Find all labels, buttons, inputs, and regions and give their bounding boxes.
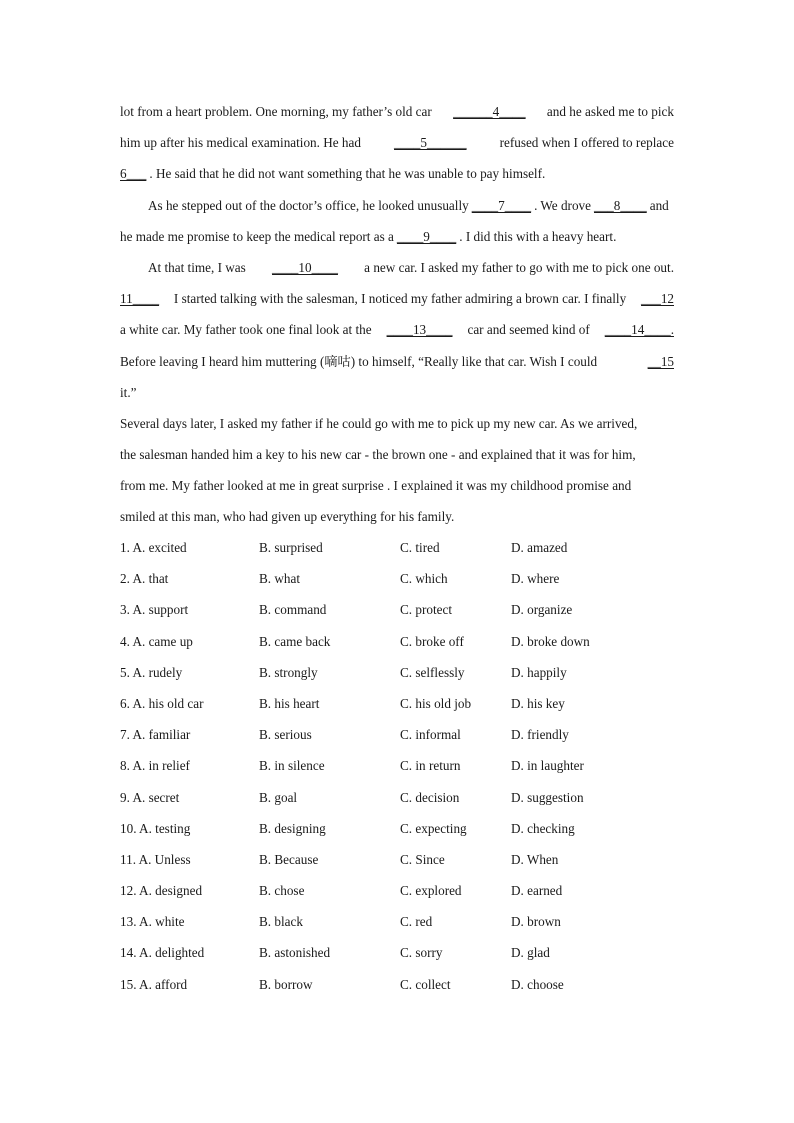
option-d: D. friendly [511,727,569,743]
option-b: B. borrow [259,976,313,992]
passage-text: lot from a heart problem. One morning, my father’s old car [120,104,432,119]
answer-blank: ____9____ [396,228,457,244]
option-a: 13. A. white [120,914,185,930]
option-a: 1. A. excited [120,540,187,555]
passage-text: and [649,197,669,213]
answer-blank: ___8____ [593,197,647,213]
question-row [120,568,680,599]
option-d: D. broke down [511,633,590,649]
option-c: C. selflessly [400,664,465,680]
option-c: C. sorry [400,945,443,961]
passage-text: Before leaving I heard him muttering (嘀咕) to himself, “Really like that car. Wish I could [120,353,598,369]
option-d: D. earned [511,883,563,899]
answer-blank: ____14____. [604,322,674,338]
option-c: C. his old job [400,695,472,711]
passage-text: . I did this with a heavy heart. [459,228,617,244]
option-c: C. collect [400,976,451,992]
answer-blank: ____13____ [386,322,453,338]
passage-line [120,163,674,194]
question-row [120,787,680,818]
cloze-passage [120,101,674,538]
option-d: D. amazed [511,540,568,555]
passage-line [120,132,674,163]
option-a: 11. A. Unless [120,851,191,867]
option-b: B. surprised [259,540,323,555]
option-a: 6. A. his old car [120,695,204,711]
question-row [120,942,680,973]
answer-blank: __15 [647,353,674,369]
option-d: D. suggestion [511,789,584,805]
passage-text: from me. My father looked at me in great surprise . I explained it was my childhood promise and [120,478,632,494]
question-row [120,693,680,724]
option-b: B. his heart [259,695,320,711]
option-d: D. choose [511,976,564,992]
passage-line [120,413,674,444]
question-row [120,974,680,1005]
passage-text: the salesman handed him a key to his new car - the brown one - and explained that it was for him, [120,447,636,463]
passage-line [120,101,674,132]
passage-text: refused when I offered to replace [499,135,674,151]
passage-text: a new car. I asked my father to go with me to pick one out. [364,259,674,275]
passage-text: I started talking with the salesman, I noticed my father admiring a brown car. I finally [173,291,627,307]
passage-text: and he asked me to pick [546,104,674,119]
option-c: C. informal [400,727,461,743]
option-b: B. astonished [259,945,331,961]
passage-text: a white car. My father took one final look at the [120,322,372,338]
option-d: D. where [511,571,560,587]
passage-text: car and seemed kind of [467,322,590,338]
option-b: B. goal [259,789,298,805]
passage-line [120,351,674,382]
passage-text: Several days later, I asked my father if he could go with me to pick up my new car. As we arrived, [120,415,638,431]
answer-blank: 11____ [120,291,160,307]
option-a: 14. A. delighted [120,945,205,961]
option-a: 3. A. support [120,602,189,618]
option-d: D. his key [511,695,565,711]
option-a: 5. A. rudely [120,664,183,680]
passage-text: At that time, I was [148,259,246,275]
option-a: 2. A. that [120,571,169,587]
passage-text: smiled at this man, who had given up everything for his family. [120,509,455,525]
option-b: B. designing [259,820,326,836]
option-c: C. decision [400,789,460,805]
question-row [120,911,680,942]
option-b: B. Because [259,851,319,867]
answer-blank: ____5______ [394,135,467,151]
option-d: D. in laughter [511,758,584,774]
option-c: C. tired [400,540,440,555]
option-b: B. chose [259,883,305,899]
option-a: 15. A. afford [120,976,188,992]
question-row [120,849,680,880]
option-a: 7. A. familiar [120,727,191,743]
option-a: 12. A. designed [120,883,203,899]
option-c: C. which [400,571,448,587]
option-d: D. organize [511,602,573,618]
answer-blank: ____10____ [272,259,338,275]
option-a: 10. A. testing [120,820,191,836]
passage-line [120,257,674,288]
passage-line [120,319,674,350]
option-d: D. happily [511,664,567,680]
question-row [120,662,680,693]
question-row [120,537,680,568]
option-a: 9. A. secret [120,789,180,805]
passage-line [120,444,674,475]
option-d: D. brown [511,914,561,930]
option-b: B. serious [259,727,312,743]
passage-line [120,226,674,257]
option-c: C. red [400,914,433,930]
answer-blank: ___12 [641,291,674,307]
option-c: C. in return [400,758,461,774]
option-b: B. came back [259,633,331,649]
option-c: C. explored [400,883,462,899]
option-c: C. broke off [400,633,464,649]
question-row [120,599,680,630]
option-b: B. in silence [259,758,325,774]
passage-line [120,288,674,319]
passage-text: . He said that he did not want something that he was unable to pay himself. [149,166,546,182]
option-a: 4. A. came up [120,633,193,649]
passage-line [120,382,674,413]
question-row [120,880,680,911]
option-b: B. command [259,602,327,618]
question-row [120,631,680,662]
answer-options [120,537,680,1005]
question-row [120,724,680,755]
option-d: D. glad [511,945,550,961]
passage-text: him up after his medical examination. He had [120,135,361,151]
passage-line [120,475,674,506]
option-d: D. When [511,851,559,867]
option-b: B. black [259,914,303,930]
passage-text: . We drove [534,197,591,213]
passage-text: As he stepped out of the doctor’s office, he looked unusually [148,197,469,213]
option-b: B. strongly [259,664,318,680]
passage-line [120,195,674,226]
passage-text: it.” [120,384,137,400]
answer-blank: ______4____ [453,104,526,119]
answer-blank: ____7____ [471,197,532,213]
question-row [120,818,680,849]
option-c: C. expecting [400,820,467,836]
option-a: 8. A. in relief [120,758,190,774]
passage-text: he made me promise to keep the medical report as a [120,228,394,244]
option-b: B. what [259,571,301,587]
option-c: C. protect [400,602,453,618]
passage-line [120,506,674,537]
answer-blank: 6___ [120,166,147,182]
option-d: D. checking [511,820,575,836]
question-row [120,755,680,786]
option-c: C. Since [400,851,445,867]
